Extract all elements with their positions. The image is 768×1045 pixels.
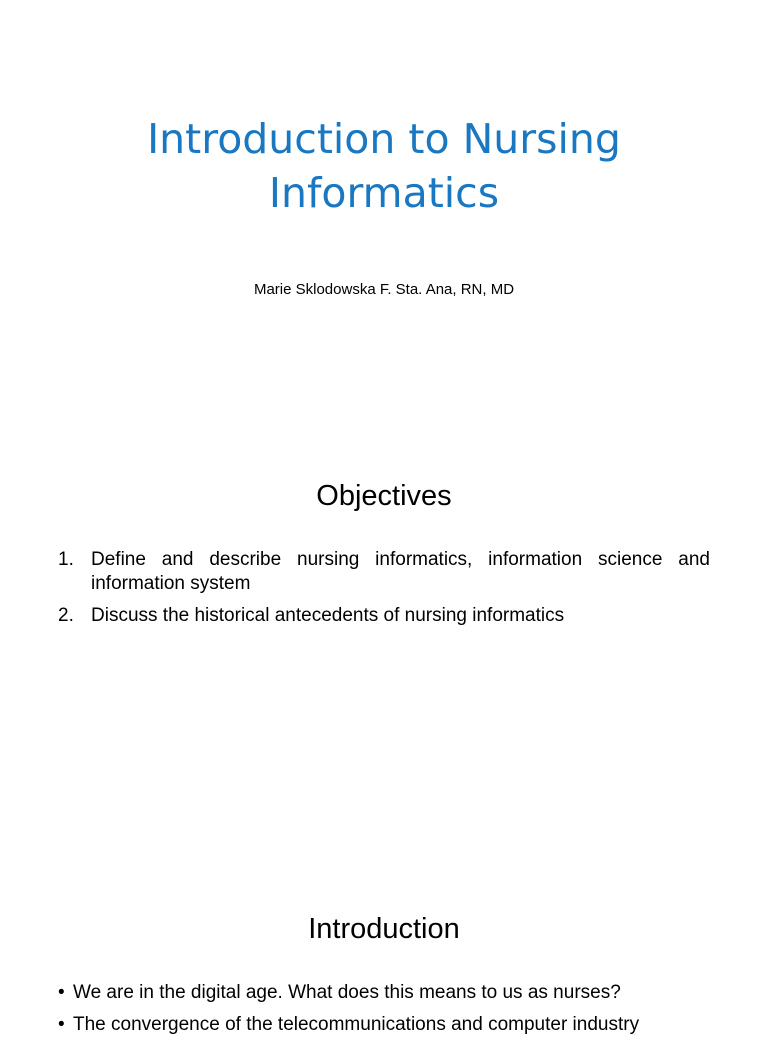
presentation-title <box>0 112 768 220</box>
list-item-text: Define and describe nursing informatics, information science and information system <box>91 549 710 594</box>
list-number: 1. <box>58 549 74 570</box>
introduction-slide <box>0 864 768 1035</box>
objectives-slide <box>0 432 768 864</box>
list-item <box>58 548 710 596</box>
list-number: 2. <box>58 605 74 626</box>
list-item <box>58 604 710 628</box>
objectives-list <box>58 548 710 636</box>
list-item <box>58 1013 710 1037</box>
objectives-heading: Objectives <box>316 480 452 512</box>
bullet-icon: • <box>58 1014 65 1035</box>
bullet-icon: • <box>58 982 65 1003</box>
introduction-heading: Introduction <box>308 913 460 945</box>
author-name: Marie Sklodowska F. Sta. Ana, RN, MD <box>253 281 515 298</box>
title-line-1: Introduction to Nursing <box>147 115 621 163</box>
list-item <box>58 981 710 1005</box>
list-item-text: Discuss the historical antecedents of nursing informatics <box>91 605 565 626</box>
list-item-text: The convergence of the telecommunications and computer industry <box>73 1014 640 1035</box>
title-slide <box>0 0 768 432</box>
title-line-2: Informatics <box>268 169 500 217</box>
introduction-list <box>58 981 710 1045</box>
list-item-text: We are in the digital age. What does this means to us as nurses? <box>73 982 621 1003</box>
